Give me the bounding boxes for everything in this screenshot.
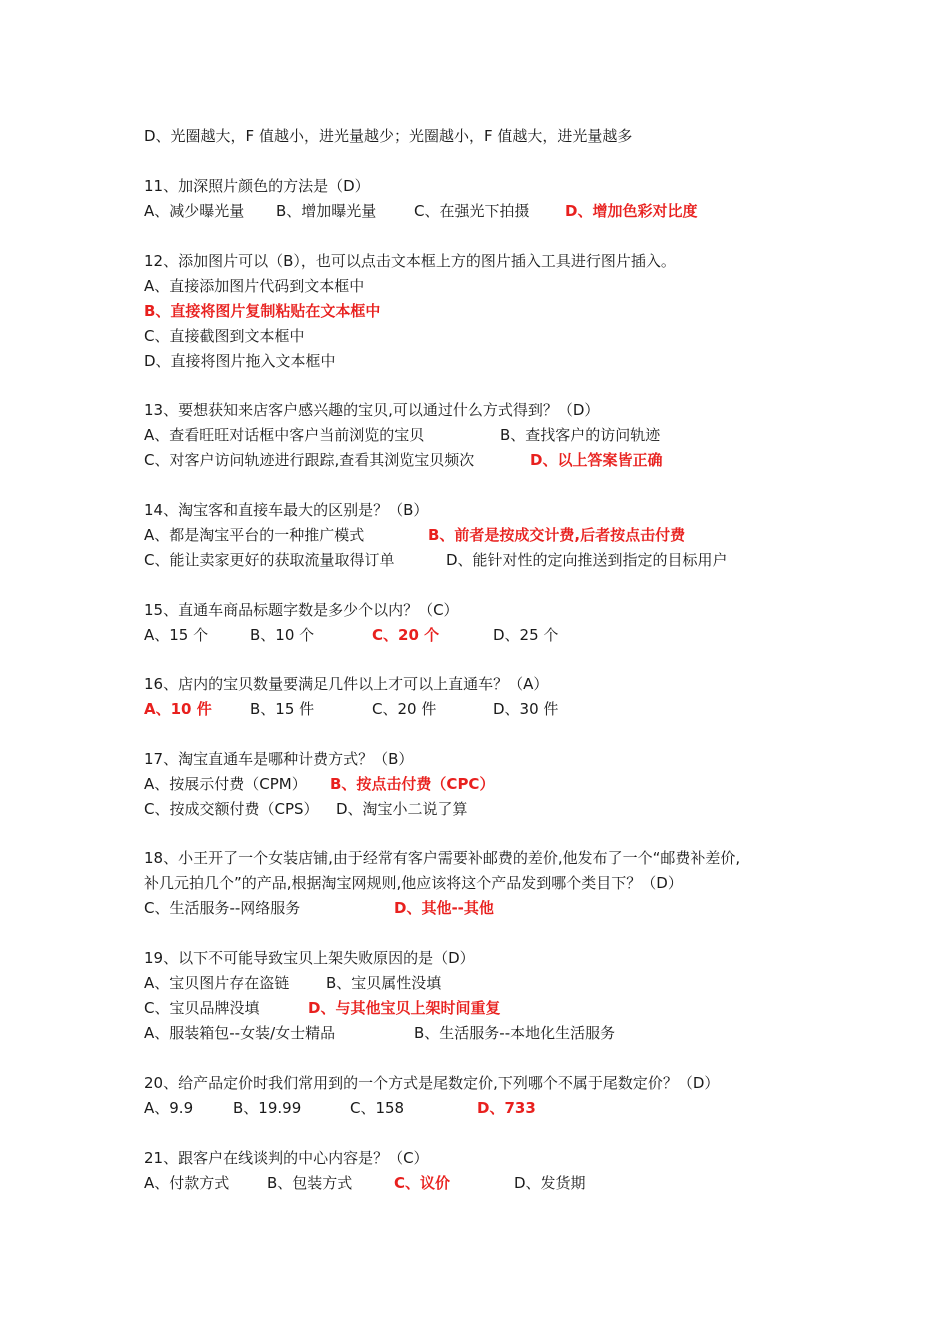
question-17-stem: 17、淘宝直通车是哪种计费方式？（B） [144,750,414,768]
option-b-extra: B、生活服务--本地化生活服务 [414,1024,616,1042]
option-a: A、宝贝图片存在盗链 [144,974,290,992]
option-c-answer: C、议价 [394,1174,451,1192]
option-a: A、付款方式 [144,1174,230,1192]
question-12-option-c: C、直接截图到文本框中 [144,327,305,345]
option-d-answer: D、其他--其他 [394,899,494,917]
option-d: D、25 个 [493,626,559,644]
option-a: A、减少曝光量 [144,202,245,220]
question-18-options [144,898,844,918]
option-d: D、发货期 [514,1174,586,1192]
option-a: A、查看旺旺对话框中客户当前浏览的宝贝 [144,426,425,444]
option-a: A、都是淘宝平台的一种推广模式 [144,526,365,544]
question-20-stem: 20、给产品定价时我们常用到的一个方式是尾数定价,下列哪个不属于尾数定价？（D） [144,1074,720,1092]
question-11-stem: 11、加深照片颜色的方法是（D） [144,177,370,195]
option-a-extra: A、服装箱包--女装/女士精品 [144,1024,336,1042]
option-b-answer: B、按点击付费（CPC） [330,775,495,793]
option-c: C、按成交额付费（CPS） [144,800,319,818]
question-16-stem: 16、店内的宝贝数量要满足几件以上才可以上直通车？（A） [144,675,549,693]
question-19-options-row3 [144,1023,844,1043]
option-c-answer: C、20 个 [372,626,440,644]
option-a-answer: A、10 件 [144,700,212,718]
question-13-options-row2 [144,450,844,470]
question-14-options-row1 [144,525,844,545]
option-b: B、10 个 [250,626,315,644]
question-14-stem: 14、淘宝客和直接车最大的区别是？（B） [144,501,429,519]
question-12-option-a: A、直接添加图片代码到文本框中 [144,277,365,295]
question-15-stem: 15、直通车商品标题字数是多少个以内？（C） [144,601,459,619]
option-c: C、能让卖家更好的获取流量取得订单 [144,551,395,569]
question-14-options-row2 [144,550,844,570]
option-a: A、按展示付费（CPM） [144,775,307,793]
option-c: C、生活服务--网络服务 [144,899,301,917]
question-16-options [144,699,844,719]
option-c: C、对客户访问轨迹进行跟踪,查看其浏览宝贝频次 [144,451,475,469]
option-d-answer: D、与其他宝贝上架时间重复 [308,999,501,1017]
question-12-option-b-answer: B、直接将图片复制粘贴在文本框中 [144,302,381,320]
option-b: B、增加曝光量 [276,202,377,220]
question-18-stem: 18、小王开了一个女装店铺,由于经常有客户需要补邮费的差价,他发布了一个“邮费补差价, [144,849,741,867]
option-d: D、能针对性的定向推送到指定的目标用户 [446,551,728,569]
option-b: B、19.99 [233,1099,302,1117]
option-b: B、15 件 [250,700,315,718]
option-b: B、宝贝属性没填 [326,974,442,992]
question-11-options [144,201,844,221]
question-19-options-row2 [144,998,844,1018]
option-d-answer: D、733 [477,1099,536,1117]
option-b-answer: B、前者是按成交计费,后者按点击付费 [428,526,686,544]
option-d-answer: D、增加色彩对比度 [565,202,698,220]
option-b: B、查找客户的访问轨迹 [500,426,661,444]
option-d-answer: D、以上答案皆正确 [530,451,663,469]
question-12-option-d: D、直接将图片拖入文本框中 [144,352,336,370]
option-b: B、包装方式 [267,1174,353,1192]
option-a: A、15 个 [144,626,209,644]
question-21-stem: 21、跟客户在线谈判的中心内容是？（C） [144,1149,429,1167]
question-19-options-row1 [144,973,844,993]
option-c: C、20 件 [372,700,437,718]
question-21-options [144,1173,844,1193]
option-c: C、在强光下拍摄 [414,202,530,220]
question-20-options [144,1098,844,1118]
question-19-stem: 19、以下不可能导致宝贝上架失败原因的是（D） [144,949,475,967]
option-a: A、9.9 [144,1099,194,1117]
question-17-options-row1 [144,774,844,794]
question-17-options-row2 [144,799,844,819]
question-18-stem-cont: 补几元拍几个”的产品,根据淘宝网规则,他应该将这个产品发到哪个类目下？（D） [144,874,683,892]
option-c: C、宝贝品牌没填 [144,999,260,1017]
question-13-options-row1 [144,425,844,445]
option-d: D、30 件 [493,700,559,718]
question-13-stem: 13、要想获知来店客户感兴趣的宝贝,可以通过什么方式得到？（D） [144,401,600,419]
option-d: D、淘宝小二说了算 [336,800,468,818]
question-12-stem: 12、添加图片可以（B），也可以点击文本框上方的图片插入工具进行图片插入。 [144,252,676,270]
intro-line: D、光圈越大，F 值越小，进光量越少；光圈越小，F 值越大，进光量越多 [144,127,633,145]
option-c: C、158 [350,1099,405,1117]
question-15-options [144,625,844,645]
